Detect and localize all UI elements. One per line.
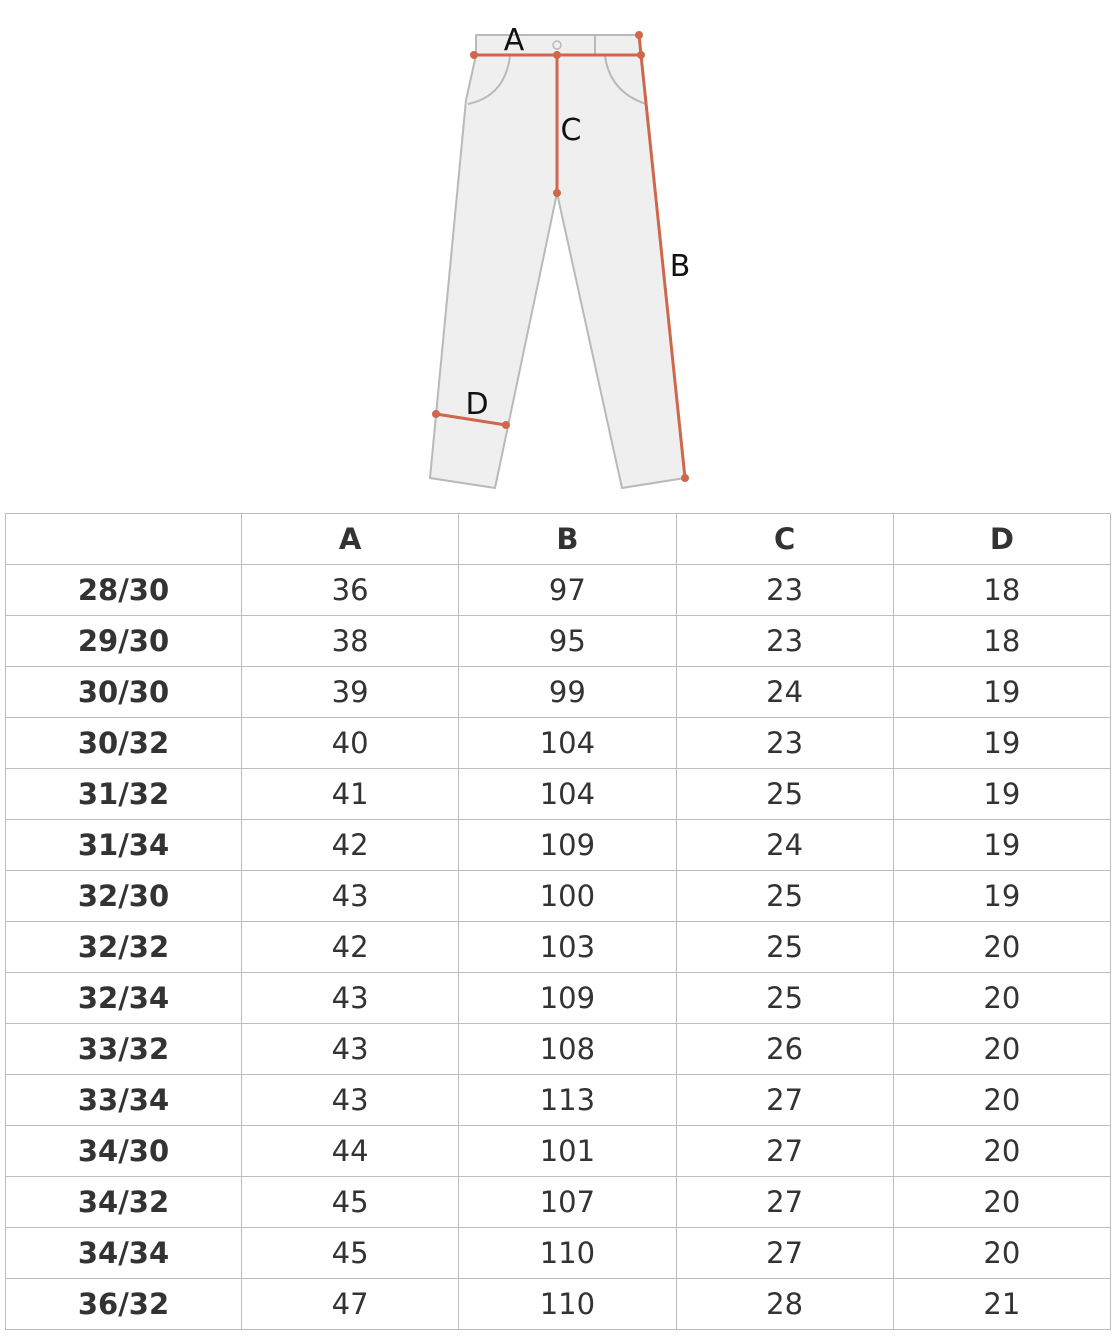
table-row (6, 1075, 1111, 1126)
measure-b-start (635, 31, 643, 39)
row-size: 34/30 (6, 1126, 242, 1177)
row-size: 31/34 (6, 820, 242, 871)
table-row (6, 871, 1111, 922)
row-size: 30/32 (6, 718, 242, 769)
cell-a: 42 (242, 922, 459, 973)
cell-b: 101 (459, 1126, 676, 1177)
table-row (6, 1228, 1111, 1279)
cell-a: 44 (242, 1126, 459, 1177)
cell-b: 113 (459, 1075, 676, 1126)
measure-c-start (553, 51, 561, 59)
table-row (6, 769, 1111, 820)
table-row (6, 565, 1111, 616)
cell-d: 20 (893, 922, 1110, 973)
cell-d: 20 (893, 1024, 1110, 1075)
table-header-row (6, 514, 1111, 565)
cell-d: 20 (893, 1228, 1110, 1279)
measure-a-start (470, 51, 478, 59)
label-a: A (503, 23, 525, 58)
header-size (6, 514, 242, 565)
cell-c: 27 (676, 1228, 893, 1279)
cell-b: 110 (459, 1279, 676, 1330)
cell-d: 19 (893, 718, 1110, 769)
row-size: 34/32 (6, 1177, 242, 1228)
header-c: C (676, 514, 893, 565)
label-b: B (669, 249, 691, 284)
measure-d-start (432, 410, 440, 418)
cell-d: 20 (893, 1075, 1110, 1126)
row-size: 36/32 (6, 1279, 242, 1330)
cell-b: 104 (459, 769, 676, 820)
cell-d: 19 (893, 820, 1110, 871)
cell-d: 18 (893, 616, 1110, 667)
cell-a: 45 (242, 1177, 459, 1228)
cell-b: 103 (459, 922, 676, 973)
cell-b: 109 (459, 973, 676, 1024)
table-row (6, 922, 1111, 973)
cell-c: 24 (676, 820, 893, 871)
table-row (6, 820, 1111, 871)
measure-b-end (681, 474, 689, 482)
row-size: 31/32 (6, 769, 242, 820)
cell-c: 24 (676, 667, 893, 718)
cell-c: 25 (676, 871, 893, 922)
cell-b: 100 (459, 871, 676, 922)
cell-c: 23 (676, 718, 893, 769)
row-size: 32/30 (6, 871, 242, 922)
table-row (6, 1024, 1111, 1075)
pants-illustration (0, 0, 1114, 500)
cell-d: 19 (893, 769, 1110, 820)
cell-c: 27 (676, 1177, 893, 1228)
header-d: D (893, 514, 1110, 565)
table-row (6, 616, 1111, 667)
row-size: 33/34 (6, 1075, 242, 1126)
row-size: 32/32 (6, 922, 242, 973)
cell-b: 95 (459, 616, 676, 667)
table-row (6, 1126, 1111, 1177)
cell-a: 43 (242, 973, 459, 1024)
cell-a: 40 (242, 718, 459, 769)
measure-d-end (502, 421, 510, 429)
cell-d: 20 (893, 1177, 1110, 1228)
cell-c: 23 (676, 616, 893, 667)
cell-b: 109 (459, 820, 676, 871)
cell-b: 108 (459, 1024, 676, 1075)
cell-c: 27 (676, 1075, 893, 1126)
table-row (6, 667, 1111, 718)
cell-b: 97 (459, 565, 676, 616)
cell-c: 27 (676, 1126, 893, 1177)
cell-a: 43 (242, 1075, 459, 1126)
cell-b: 110 (459, 1228, 676, 1279)
cell-a: 41 (242, 769, 459, 820)
cell-a: 43 (242, 871, 459, 922)
cell-d: 20 (893, 973, 1110, 1024)
label-c: C (560, 113, 582, 148)
pants-measurement-diagram (0, 0, 1114, 500)
cell-a: 47 (242, 1279, 459, 1330)
row-size: 29/30 (6, 616, 242, 667)
cell-a: 39 (242, 667, 459, 718)
table-row (6, 973, 1111, 1024)
cell-c: 23 (676, 565, 893, 616)
size-chart-table (5, 513, 1111, 1330)
cell-a: 45 (242, 1228, 459, 1279)
waist-button (553, 41, 561, 49)
cell-a: 43 (242, 1024, 459, 1075)
cell-c: 28 (676, 1279, 893, 1330)
table-row (6, 1177, 1111, 1228)
measure-c-end (553, 189, 561, 197)
label-d: D (465, 387, 489, 422)
cell-d: 18 (893, 565, 1110, 616)
cell-a: 36 (242, 565, 459, 616)
cell-b: 104 (459, 718, 676, 769)
row-size: 30/30 (6, 667, 242, 718)
row-size: 34/34 (6, 1228, 242, 1279)
cell-c: 25 (676, 922, 893, 973)
cell-a: 38 (242, 616, 459, 667)
table-row (6, 718, 1111, 769)
cell-d: 21 (893, 1279, 1110, 1330)
cell-c: 25 (676, 973, 893, 1024)
cell-b: 99 (459, 667, 676, 718)
row-size: 33/32 (6, 1024, 242, 1075)
row-size: 32/34 (6, 973, 242, 1024)
header-b: B (459, 514, 676, 565)
table-row (6, 1279, 1111, 1330)
cell-a: 42 (242, 820, 459, 871)
cell-c: 26 (676, 1024, 893, 1075)
cell-c: 25 (676, 769, 893, 820)
cell-d: 20 (893, 1126, 1110, 1177)
row-size: 28/30 (6, 565, 242, 616)
cell-d: 19 (893, 871, 1110, 922)
cell-b: 107 (459, 1177, 676, 1228)
cell-d: 19 (893, 667, 1110, 718)
header-a: A (242, 514, 459, 565)
